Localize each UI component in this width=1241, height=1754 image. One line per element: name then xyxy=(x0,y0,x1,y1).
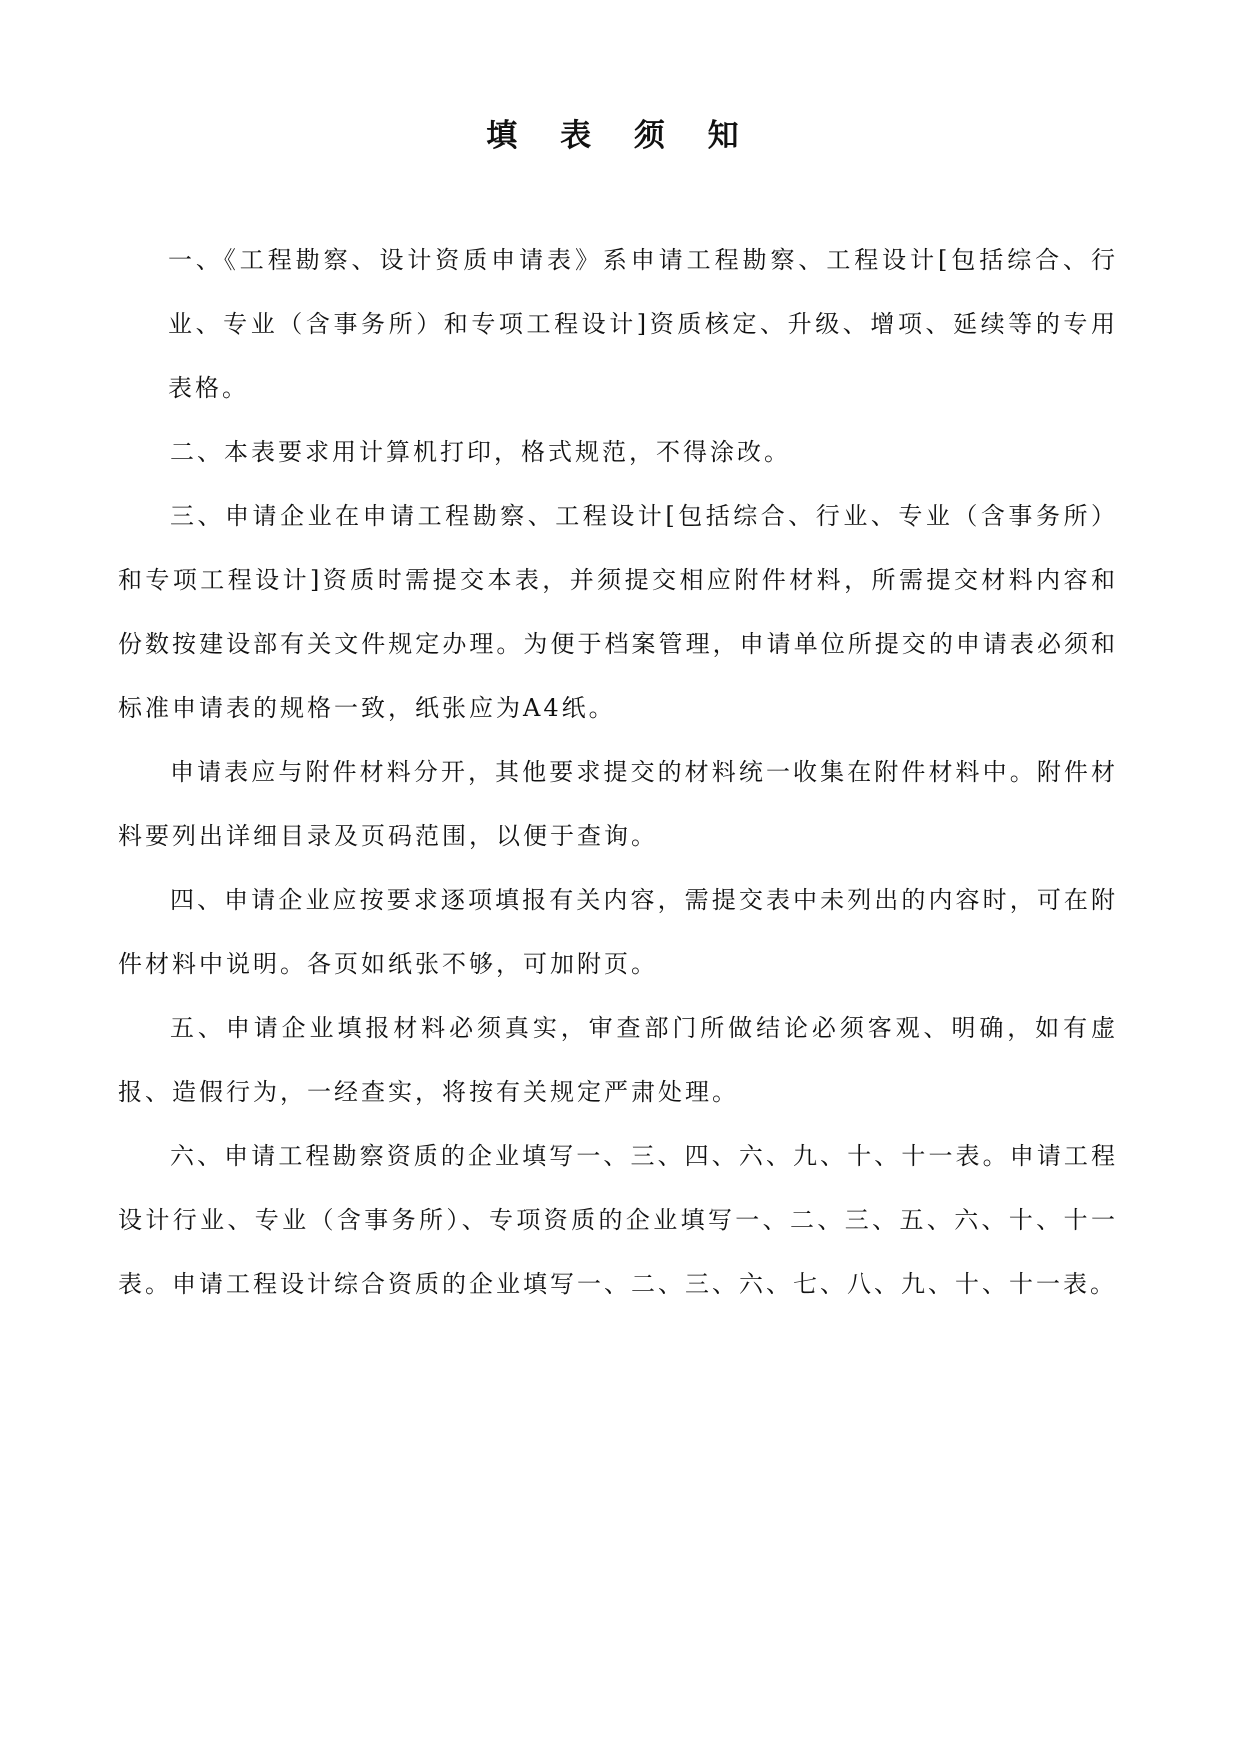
instruction-item-6: 六、申请工程勘察资质的企业填写一、三、四、六、九、十、十一表。申请工程设计行业、专业（含事务所）、专项资质的企业填写一、二、三、五、六、十、十一表。申请工程设计综合资质的企业填写一、二、三、六、七、八、九、十、十一表。 xyxy=(118,1142,1118,1298)
instruction-item-2: 二、本表要求用计算机打印，格式规范，不得涂改。 xyxy=(170,438,791,466)
instruction-item-5: 五、申请企业填报材料必须真实，审查部门所做结论必须客观、明确，如有虚报、造假行为，一经查实，将按有关规定严肃处理。 xyxy=(118,1014,1118,1106)
instruction-item-3-continued: 申请表应与附件材料分开，其他要求提交的材料统一收集在附件材料中。附件材料要列出详细目录及页码范围，以便于查询。 xyxy=(118,758,1118,850)
instruction-item-1: 一、《工程勘察、设计资质申请表》系申请工程勘察、工程设计[包括综合、行业、专业（含事务所）和专项工程设计]资质核定、升级、增项、延续等的专用表格。 xyxy=(168,246,1118,402)
instructions-body xyxy=(118,228,1118,1316)
page-title: 填 表 须 知 xyxy=(486,118,755,154)
instruction-item-3: 三、申请企业在申请工程勘察、工程设计[包括综合、行业、专业（含事务所）和专项工程设计]资质时需提交本表，并须提交相应附件材料，所需提交材料内容和份数按建设部有关文件规定办理。为便于档案管理，申请单位所提交的申请表必须和标准申请表的规格一致，纸张应为A4纸。 xyxy=(118,502,1118,722)
instruction-item-4: 四、申请企业应按要求逐项填报有关内容，需提交表中未列出的内容时，可在附件材料中说明。各页如纸张不够，可加附页。 xyxy=(118,886,1118,978)
